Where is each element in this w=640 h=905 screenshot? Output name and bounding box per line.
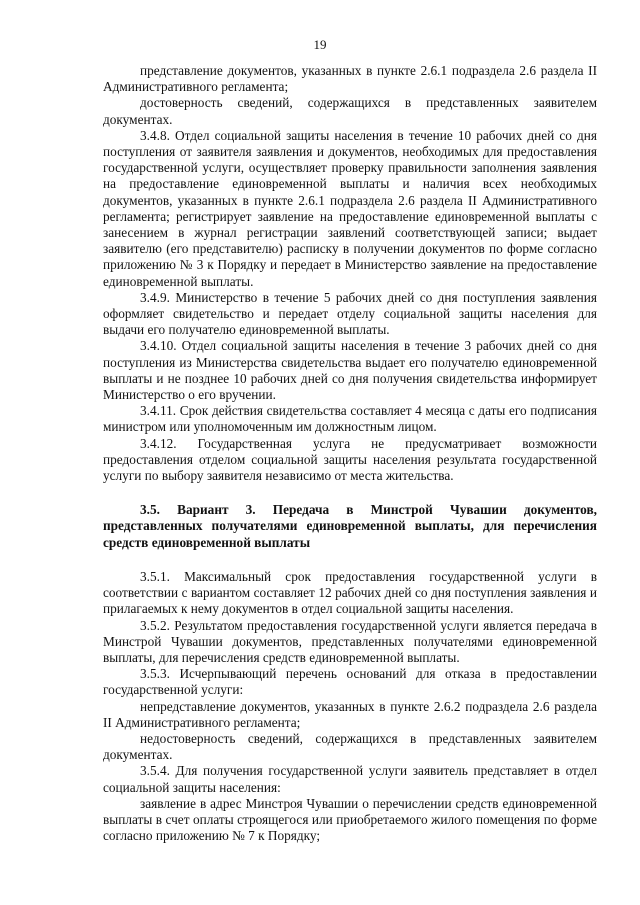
paragraph-3-5-4: 3.5.4. Для получения государственной услуги заявитель представляет в отдел социальной защиты населения: bbox=[103, 763, 597, 795]
paragraph-3-5-4-item-1: заявление в адрес Минстроя Чувашии о перечислении средств единовременной выплаты в счет оплаты строящегося или приобретаемого жилого помещения по форме согласно приложению № 7 к Порядку; bbox=[103, 795, 597, 844]
paragraph-3-4-12: 3.4.12. Государственная услуга не предусматривает возможности предоставления отделом социальной защиты населения результата государственной услуги по выбору заявителя независимо от места жительства. bbox=[103, 435, 597, 484]
page-number: 19 bbox=[313, 37, 327, 52]
document-body bbox=[103, 63, 597, 844]
section-heading-3-5: 3.5. Вариант 3. Передача в Минстрой Чувашии документов, представленных получателями единовременной выплаты, для перечисления средств единовременной выплаты bbox=[103, 502, 597, 550]
paragraph-3-4-8: 3.4.8. Отдел социальной защиты населения в течение 10 рабочих дней со дня поступления от заявителя заявления и документов, необходимых для предоставления государственной услуги, осуществляет проверку правильности заполнения заявления на предоставление единовременной выплаты и наличия всех необходимых документов, указанных в пункте 2.6.1 подраздела 2.6 раздела II Административного регламента; регистрирует заявление на предоставление единовременной выплаты с занесением в журнал регистрации заявлений соответствующей записи; выдает заявителю (его представителю) расписку в получении документов по форме согласно приложению № 3 к Порядку и передает в Министерство заявление на предоставление единовременной выплаты. bbox=[103, 127, 597, 289]
paragraph-3-5-1: 3.5.1. Максимальный срок предоставления государственной услуги в соответствии с вариантом составляет 12 рабочих дней со дня поступления заявления и прилагаемых к нему документов в отдел социальной защиты населения. bbox=[103, 568, 597, 617]
paragraph-3-5-2: 3.5.2. Результатом предоставления государственной услуги является передача в Минстрой Чувашии документов, представленных получателями единовременной выплаты, для перечисления средств единовременной выплаты. bbox=[103, 617, 597, 665]
paragraph-3-4-11: 3.4.11. Срок действия свидетельства составляет 4 месяца с даты его подписания министром или уполномоченным им должностным лицом. bbox=[103, 403, 597, 435]
paragraph-3-5-3-item-1: непредставление документов, указанных в пункте 2.6.2 подраздела 2.6 раздела II Административного регламента; bbox=[103, 698, 597, 730]
paragraph-3-5-3-item-2: недостоверность сведений, содержащихся в представленных заявителем документах. bbox=[103, 730, 597, 763]
paragraph-top-2: достоверность сведений, содержащихся в представленных заявителем документах. bbox=[103, 95, 597, 127]
paragraph-top-1: представление документов, указанных в пункте 2.6.1 подраздела 2.6 раздела II Административного регламента; bbox=[103, 63, 597, 95]
paragraph-3-4-10: 3.4.10. Отдел социальной защиты населения в течение 3 рабочих дней со дня поступления из Министерства свидетельства выдает его получателю единовременной выплаты и не позднее 10 рабочих дней со дня получения свидетельства информирует Министерство о его вручении. bbox=[103, 338, 597, 403]
paragraph-3-4-9: 3.4.9. Министерство в течение 5 рабочих дней со дня поступления заявления оформляет свидетельство и передает отделу социальной защиты населения для выдачи его получателю единовременной выплаты. bbox=[103, 289, 597, 338]
paragraph-3-5-3: 3.5.3. Исчерпывающий перечень оснований для отказа в предоставлении государственной услуги: bbox=[103, 666, 597, 698]
